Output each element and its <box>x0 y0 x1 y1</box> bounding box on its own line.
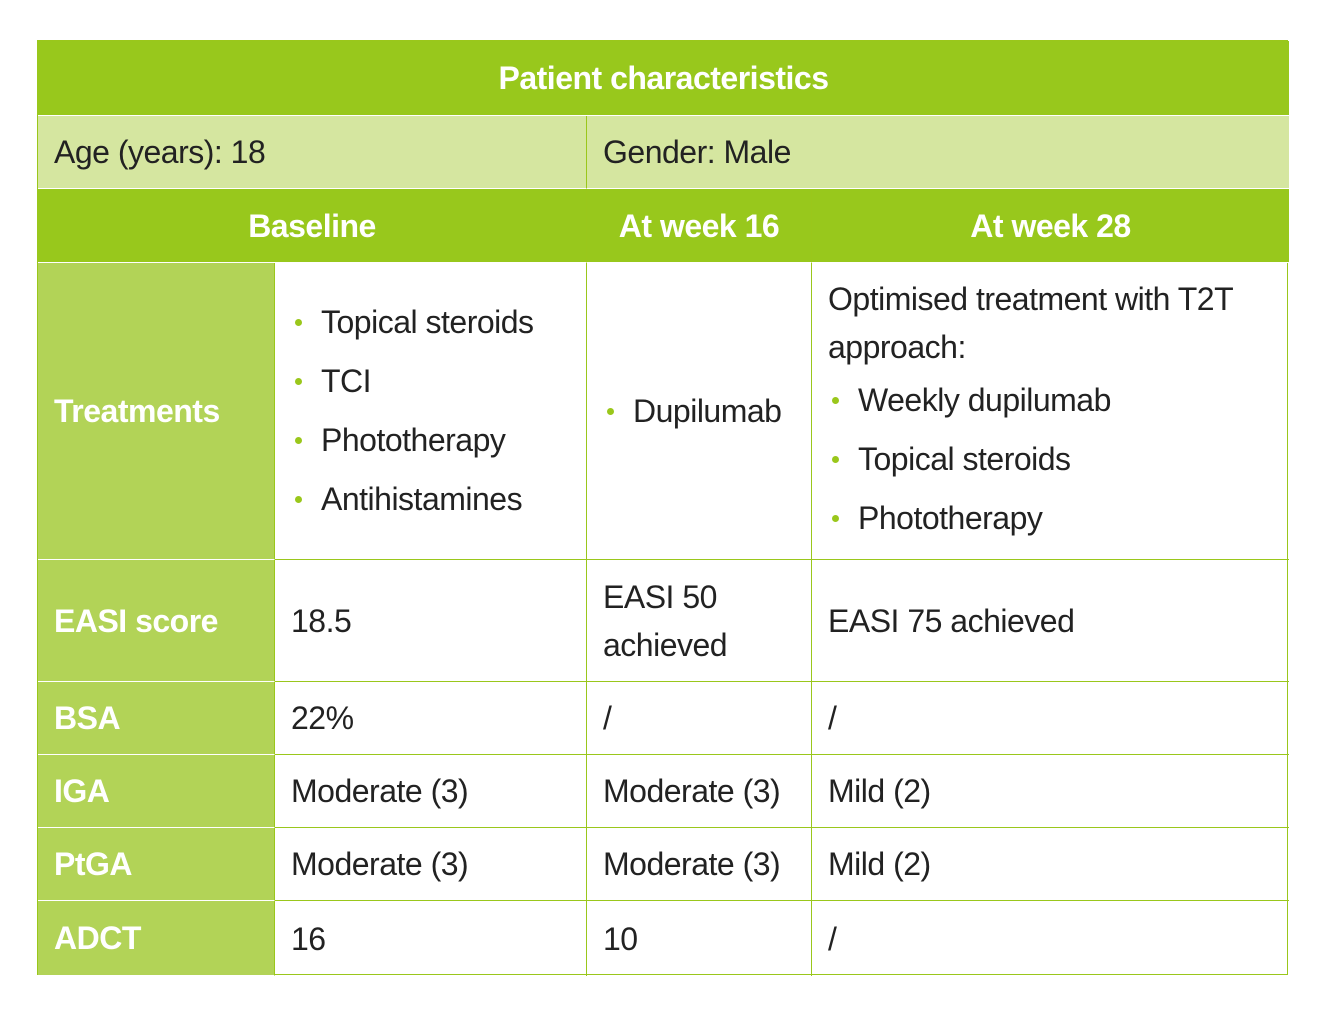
list-item: Topical steroids <box>291 293 534 352</box>
ptga-week16-cell: Moderate (3) <box>587 828 812 901</box>
list-item: Antihistamines <box>291 470 534 529</box>
treatments-baseline-list <box>291 293 534 529</box>
treatments-week16-cell <box>587 263 812 560</box>
row-label-bsa: BSA <box>38 682 275 755</box>
iga-week16-cell: Moderate (3) <box>587 755 812 828</box>
row-label-adct: ADCT <box>38 901 275 976</box>
bsa-week16-cell: / <box>587 682 812 755</box>
ptga-week28-cell: Mild (2) <box>812 828 1289 901</box>
table-title: Patient characteristics <box>38 41 1289 116</box>
column-header-week16: At week 16 <box>587 189 812 263</box>
list-item: Weekly dupilumab <box>828 371 1111 430</box>
gender-cell: Gender: Male <box>587 116 1289 189</box>
treatments-baseline-cell <box>275 263 587 560</box>
treatments-week28-intro-line1: Optimised treatment with T2T <box>828 280 1234 317</box>
treatments-week28-intro-line2: approach: <box>828 328 966 365</box>
adct-week16-cell: 10 <box>587 901 812 976</box>
patient-characteristics-table <box>37 40 1288 975</box>
easi-week28-cell: EASI 75 achieved <box>812 560 1289 682</box>
adct-baseline-cell: 16 <box>275 901 587 976</box>
treatments-week28-list <box>828 371 1111 548</box>
bsa-week28-cell: / <box>812 682 1289 755</box>
ptga-baseline-cell: Moderate (3) <box>275 828 587 901</box>
column-header-week28: At week 28 <box>812 189 1289 263</box>
bsa-baseline-cell: 22% <box>275 682 587 755</box>
list-item: Phototherapy <box>291 411 534 470</box>
row-label-ptga: PtGA <box>38 828 275 901</box>
row-label-easi: EASI score <box>38 560 275 682</box>
iga-week28-cell: Mild (2) <box>812 755 1289 828</box>
age-cell: Age (years): 18 <box>38 116 587 189</box>
column-header-baseline: Baseline <box>38 189 587 263</box>
list-item: Phototherapy <box>828 489 1111 548</box>
treatments-week16-list <box>603 382 781 441</box>
easi-week16-line2: achieved <box>603 626 728 663</box>
row-label-iga: IGA <box>38 755 275 828</box>
list-item: Dupilumab <box>603 382 781 441</box>
adct-week28-cell: / <box>828 920 837 957</box>
easi-week16-cell <box>587 560 812 682</box>
list-item: Topical steroids <box>828 430 1111 489</box>
row-label-treatments: Treatments <box>38 263 275 560</box>
easi-week16-line1: EASI 50 <box>603 578 717 615</box>
iga-baseline-cell: Moderate (3) <box>275 755 587 828</box>
treatments-week28-cell <box>812 263 1289 560</box>
list-item: TCI <box>291 352 534 411</box>
easi-baseline-cell: 18.5 <box>275 560 587 682</box>
